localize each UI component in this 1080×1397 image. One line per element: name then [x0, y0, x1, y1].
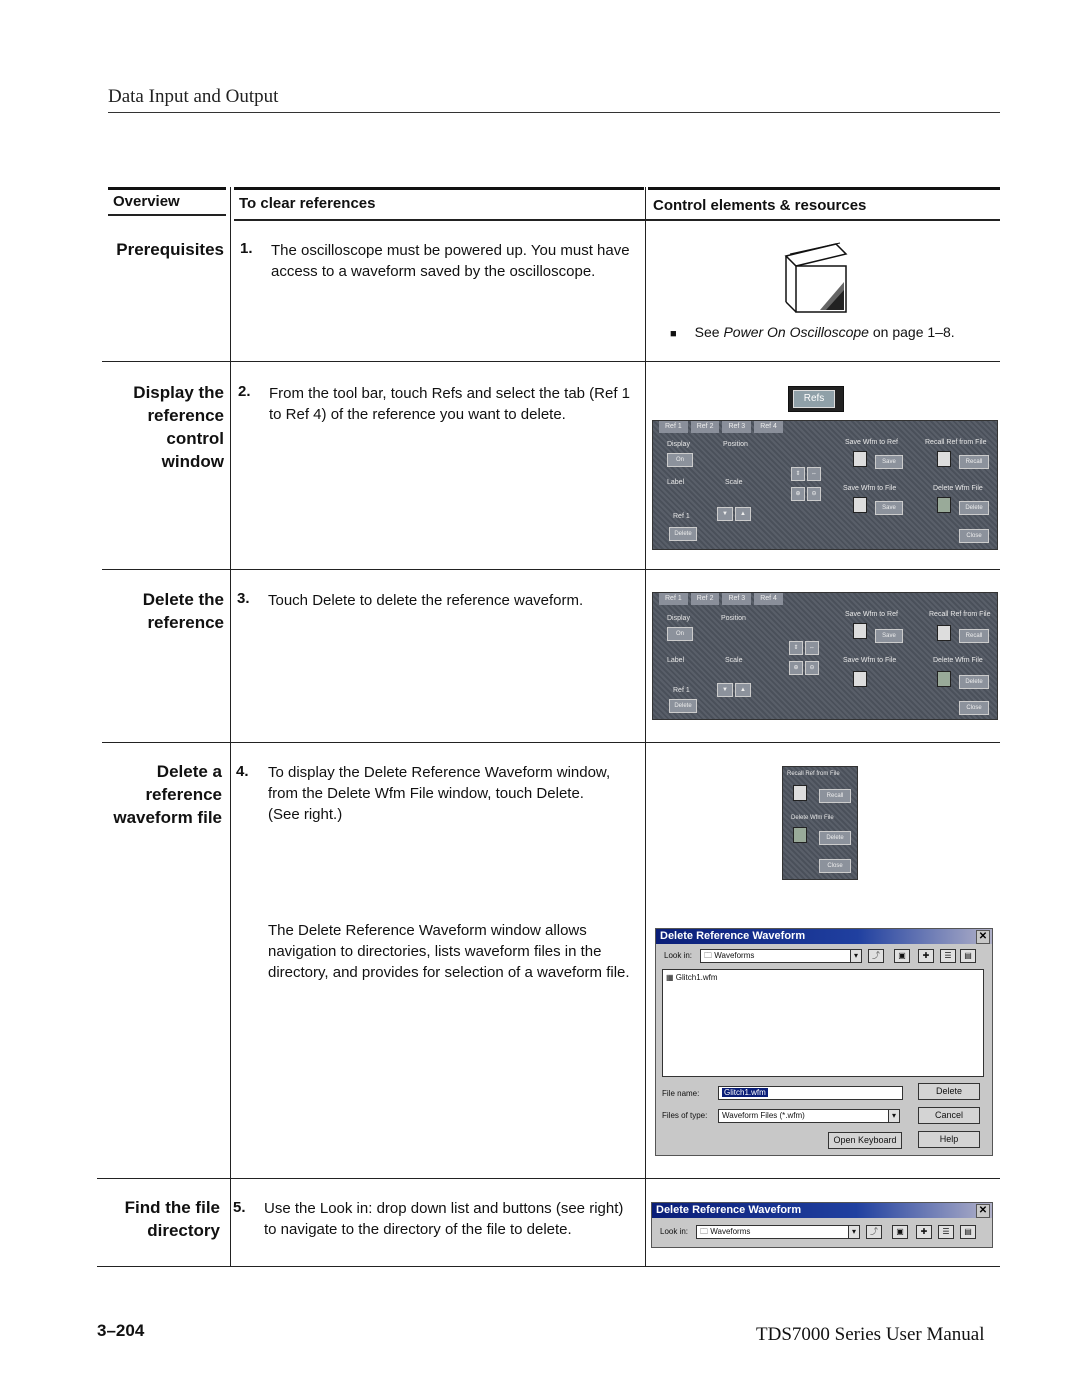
vertical-icon[interactable]: ⇕ — [789, 641, 803, 655]
resource-note: ■ See Power On Oscilloscope on page 1–8. — [670, 324, 955, 340]
save-button[interactable]: Save — [875, 455, 903, 469]
open-keyboard-button[interactable]: Open Keyboard — [828, 1132, 902, 1149]
step-text-secondary: The Delete Reference Waveform window allows navigation to directories, lists waveform files in the directory, and provides for selection of a waveform file. — [268, 922, 630, 981]
column-divider-right — [645, 187, 646, 1266]
disk-icon — [937, 625, 951, 641]
save-wfm-to-ref-label: Save Wfm to Ref — [845, 611, 898, 618]
desktop-icon[interactable]: ▣ — [894, 949, 910, 963]
zoom-out-icon[interactable]: ⊖ — [807, 487, 821, 501]
trash-icon — [937, 497, 951, 513]
ref-control-window — [652, 420, 998, 550]
delete-wfm-file-label: Delete Wfm File — [933, 485, 983, 492]
cancel-button[interactable]: Cancel — [918, 1107, 980, 1124]
column-header-resources: Control elements & resources — [653, 197, 867, 214]
step-text: To display the Delete Reference Waveform window, from the Delete Wfm File window, touch Delete. (See right.) — [268, 764, 611, 823]
ref-label: Ref 1 — [673, 687, 690, 694]
delete-reference-waveform-dialog — [655, 928, 993, 1156]
list-view-icon[interactable]: ☰ — [938, 1225, 954, 1239]
display-toggle[interactable]: On — [667, 453, 693, 467]
delete-button[interactable]: Delete — [669, 699, 697, 713]
overview-sub-rule — [108, 214, 226, 216]
display-toggle[interactable]: On — [667, 627, 693, 641]
delete-file-button[interactable]: Delete — [959, 501, 989, 515]
arrow-up-icon[interactable]: ▲ — [735, 507, 751, 521]
disk-icon — [853, 497, 867, 513]
chevron-down-icon[interactable]: ▾ — [848, 1225, 860, 1239]
recall-button[interactable]: Recall — [819, 789, 851, 803]
recall-ref-from-file-label: Recall Ref from File — [787, 771, 840, 777]
delete-file-button[interactable]: Delete — [819, 831, 851, 845]
column-header-procedure: To clear references — [239, 195, 376, 212]
delete-reference-waveform-dialog-partial — [651, 1202, 993, 1248]
label-label: Label — [667, 657, 685, 664]
label-label: Label — [667, 479, 685, 486]
page-header-title: Data Input and Output — [108, 86, 279, 107]
row-label-find-file-directory: Find the file directory — [124, 1198, 220, 1240]
arrow-up-icon[interactable]: ▲ — [735, 683, 751, 697]
scale-label: Scale — [725, 657, 743, 664]
look-in-dropdown[interactable]: 🗀 Waveforms — [700, 949, 855, 963]
dialog-title: Delete Reference Waveform — [656, 1204, 802, 1216]
desktop-icon[interactable]: ▣ — [892, 1225, 908, 1239]
row-label-prerequisites: Prerequisites — [116, 240, 224, 259]
body-sub-rule — [234, 219, 1000, 221]
close-icon[interactable]: ✕ — [976, 930, 990, 944]
step-text: The oscilloscope must be powered up. You must have access to a waveform saved by the oscilloscope. — [271, 242, 630, 280]
row-label-delete-reference: Delete the reference — [142, 590, 224, 632]
files-of-type-dropdown[interactable]: Waveform Files (*.wfm) — [718, 1109, 893, 1123]
step-text: From the tool bar, touch Refs and select the tab (Ref 1 to Ref 4) of the reference you want to delete. — [269, 385, 631, 423]
close-button[interactable]: Close — [959, 529, 989, 543]
display-label: Display — [667, 615, 690, 622]
tab-ref-2[interactable]: Ref 2 — [691, 421, 720, 433]
save-button[interactable]: Save — [875, 629, 903, 643]
details-view-icon[interactable]: ▤ — [960, 1225, 976, 1239]
close-icon[interactable]: ✕ — [976, 1204, 990, 1218]
row-separator — [102, 361, 1000, 362]
column-divider-left — [230, 187, 231, 1266]
step-number: 3. — [237, 590, 250, 607]
file-name-label: File name: — [662, 1089, 700, 1098]
file-icon: ▦ — [666, 973, 676, 982]
delete-file-button[interactable]: Delete — [959, 675, 989, 689]
tab-ref-2[interactable]: Ref 2 — [691, 593, 720, 605]
row-label-display-reference: Display the reference control window — [133, 383, 224, 471]
recall-button[interactable]: Recall — [959, 629, 989, 643]
manual-title: TDS7000 Series User Manual — [756, 1324, 985, 1345]
zoom-icon[interactable]: ⊕ — [791, 487, 805, 501]
file-item[interactable]: ▦ Glitch1.wfm — [666, 973, 718, 982]
look-in-label: Look in: — [660, 1227, 689, 1236]
ref-label: Ref 1 — [673, 513, 690, 520]
table-bottom-rule — [97, 1266, 1000, 1267]
row-separator — [102, 742, 1000, 743]
arrow-down-icon[interactable]: ▼ — [717, 507, 733, 521]
save-wfm-to-file-label: Save Wfm to File — [843, 485, 897, 492]
page-number: 3–204 — [97, 1321, 145, 1340]
overview-top-rule — [108, 187, 226, 190]
step-text: Touch Delete to delete the reference waveform. — [268, 592, 584, 609]
step-text: Use the Look in: drop down list and buttons (see right) to navigate to the directory of the file to delete. — [264, 1200, 624, 1238]
disk-icon — [793, 785, 807, 801]
zoom-out-icon[interactable]: ⊖ — [805, 661, 819, 675]
close-button[interactable]: Close — [819, 859, 851, 873]
step-number: 2. — [238, 383, 251, 400]
disk-icon — [937, 451, 951, 467]
display-label: Display — [667, 441, 690, 448]
row-label-delete-waveform-file: Delete a reference waveform file — [113, 762, 222, 827]
look-in-label: Look in: — [664, 951, 693, 960]
disk-icon — [853, 451, 867, 467]
position-label: Position — [721, 615, 746, 622]
ref-control-window-delete — [652, 592, 998, 720]
up-folder-icon[interactable]: ⤴ — [866, 1225, 882, 1239]
chevron-down-icon[interactable]: ▾ — [850, 949, 862, 963]
save-wfm-to-ref-label: Save Wfm to Ref — [845, 439, 898, 446]
disk-icon — [853, 671, 867, 687]
refs-button[interactable]: Refs — [788, 386, 844, 412]
horizontal-icon[interactable]: ⇔ — [805, 641, 819, 655]
dialog-title-bar — [656, 929, 992, 944]
tab-ref-4[interactable]: Ref 4 — [754, 421, 783, 433]
tab-ref-3[interactable]: Ref 3 — [722, 593, 751, 605]
new-folder-icon[interactable]: ✚ — [916, 1225, 932, 1239]
resources-top-rule — [648, 187, 1000, 190]
arrow-down-icon[interactable]: ▼ — [717, 683, 733, 697]
procedure-top-rule — [234, 187, 644, 190]
step-number: 5. — [233, 1199, 246, 1216]
position-label: Position — [723, 441, 748, 448]
look-in-dropdown[interactable]: 🗀 Waveforms — [696, 1225, 851, 1239]
dialog-title-bar — [652, 1203, 992, 1218]
recall-ref-from-file-label: Recall Ref from File — [929, 611, 991, 618]
vertical-icon[interactable]: ⇕ — [791, 467, 805, 481]
delete-wfm-file-label: Delete Wfm File — [933, 657, 983, 664]
close-button[interactable]: Close — [959, 701, 989, 715]
step-number: 1. — [240, 240, 253, 257]
details-view-icon[interactable]: ▤ — [960, 949, 976, 963]
horizontal-icon[interactable]: ⇔ — [807, 467, 821, 481]
zoom-icon[interactable]: ⊕ — [789, 661, 803, 675]
tab-ref-4[interactable]: Ref 4 — [754, 593, 783, 605]
save-file-button[interactable]: Save — [875, 501, 903, 515]
dialog-title: Delete Reference Waveform — [660, 930, 806, 942]
chevron-down-icon[interactable]: ▾ — [888, 1109, 900, 1123]
list-view-icon[interactable]: ☰ — [940, 949, 956, 963]
delete-wfm-file-panel — [782, 766, 858, 880]
file-name-input[interactable]: Glitch1.wfm — [718, 1086, 903, 1100]
recall-button[interactable]: Recall — [959, 455, 989, 469]
new-folder-icon[interactable]: ✚ — [918, 949, 934, 963]
delete-wfm-file-label: Delete Wfm File — [791, 815, 834, 821]
trash-icon — [937, 671, 951, 687]
files-of-type-label: Files of type: — [662, 1111, 708, 1120]
trash-icon — [793, 827, 807, 843]
tab-ref-3[interactable]: Ref 3 — [722, 421, 751, 433]
row-separator — [102, 569, 1000, 570]
delete-button[interactable]: Delete — [918, 1083, 980, 1100]
book-icon — [780, 242, 852, 316]
tab-ref-1[interactable]: Ref 1 — [659, 421, 688, 433]
tab-ref-1[interactable]: Ref 1 — [659, 593, 688, 605]
scale-label: Scale — [725, 479, 743, 486]
step-number: 4. — [236, 763, 249, 780]
file-list[interactable] — [662, 969, 984, 1077]
row-separator — [97, 1178, 1000, 1179]
save-wfm-to-file-label: Save Wfm to File — [843, 657, 897, 664]
recall-ref-from-file-label: Recall Ref from File — [925, 439, 987, 446]
header-rule — [108, 112, 1000, 113]
column-header-overview: Overview — [113, 193, 180, 210]
up-folder-icon[interactable]: ⤴ — [868, 949, 884, 963]
disk-icon — [853, 623, 867, 639]
delete-button[interactable]: Delete — [669, 527, 697, 541]
help-button[interactable]: Help — [918, 1131, 980, 1148]
